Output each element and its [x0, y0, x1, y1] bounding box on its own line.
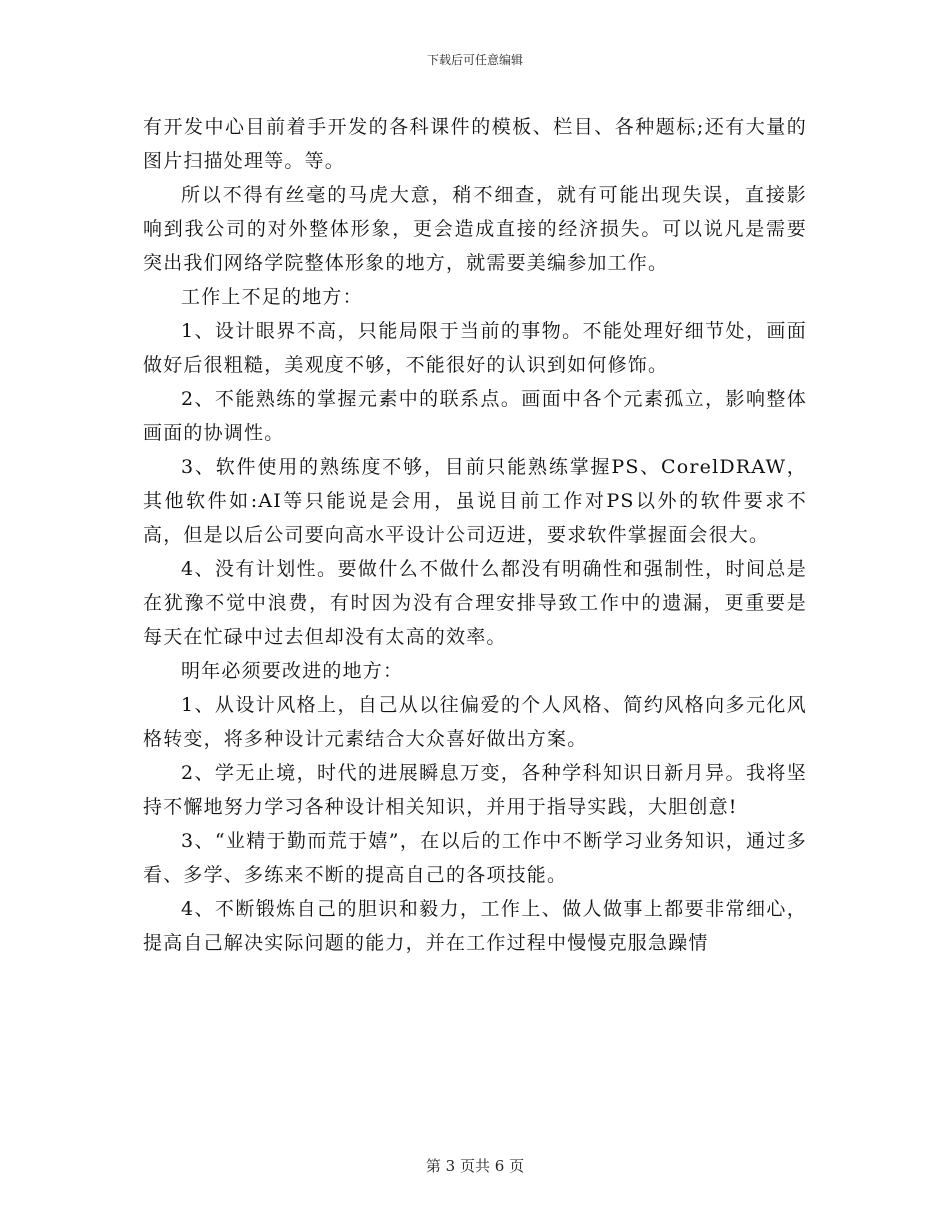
page-number-footer: 第 3 页共 6 页	[425, 1157, 525, 1175]
page-header: 下载后可任意编辑	[426, 53, 523, 67]
list-item: 4、没有计划性。要做什么不做什么都没有明确性和强制性，时间总是在犹豫不觉中浪费，有时因为没有合理安排导致工作中的遗漏，更重要是每天在忙碌中过去但却没有太高的效率。	[143, 558, 807, 648]
list-item: 3、软件使用的熟练度不够，目前只能熟练掌握PS、CorelDRAW，其他软件如:AI等只能说是会用，虽说目前工作对PS以外的软件要求不高，但是以后公司要向高水平设计公司迈进，要求软件掌握面会很大。	[143, 456, 807, 546]
list-item: 4、不断锻炼自己的胆识和毅力，工作上、做人做事上都要非常细心，提高自己解决实际问题的能力，并在工作过程中慢慢克服急躁情	[143, 898, 807, 954]
list-item: 2、不能熟练的掌握元素中的联系点。画面中各个元素孤立，影响整体画面的协调性。	[143, 388, 807, 444]
paragraph: 有开发中心目前着手开发的各科课件的模板、栏目、各种题标;还有大量的图片扫描处理等。等。	[143, 116, 807, 172]
section-heading: 工作上不足的地方：	[181, 286, 363, 308]
list-item: 1、设计眼界不高，只能局限于当前的事物。不能处理好细节处，画面做好后很粗糙，美观度不够，不能很好的认识到如何修饰。	[143, 320, 807, 376]
list-item: 1、从设计风格上，自己从以往偏爱的个人风格、简约风格向多元化风格转变，将多种设计元素结合大众喜好做出方案。	[143, 694, 807, 750]
list-item: 2、学无止境，时代的进展瞬息万变，各种学科知识日新月异。我将坚持不懈地努力学习各种设计相关知识，并用于指导实践，大胆创意!	[143, 762, 807, 818]
section-heading: 明年必须要改进的地方：	[181, 660, 404, 682]
paragraph: 所以不得有丝毫的马虎大意，稍不细查，就有可能出现失误，直接影响到我公司的对外整体形象，更会造成直接的经济损失。可以说凡是需要突出我们网络学院整体形象的地方，就需要美编参加工作。	[143, 184, 807, 274]
list-item: 3、“业精于勤而荒于嬉”，在以后的工作中不断学习业务知识，通过多看、多学、多练来不断的提高自己的各项技能。	[143, 830, 807, 886]
document-body	[143, 110, 807, 960]
